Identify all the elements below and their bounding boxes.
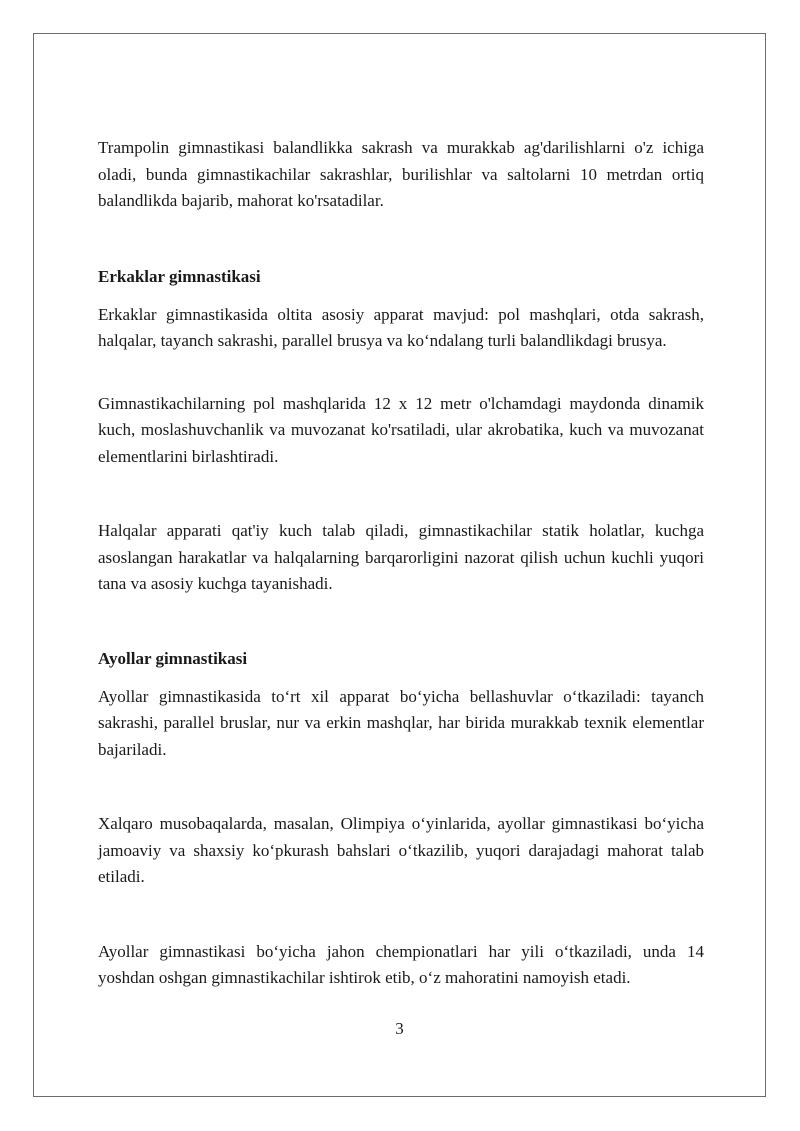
heading-mens-gymnastics: Erkaklar gimnastikasi [98,266,261,286]
paragraph-international-competitions: Xalqaro musobaqalarda, masalan, Olimpiya oʻyinlarida, ayollar gimnastikasi boʻyicha jamoaviy va shaxsiy koʻpkurash bahslari oʻtkazilib, yuqori darajadagi mahorat talab etiladi. [98,814,704,886]
paragraph-trampoline: Trampolin gimnastikasi balandlikka sakrash va murakkab ag'darilishlarni o'z ichiga oladi, bunda gimnastikachilar sakrashlar, burilishlar va saltolarni 10 metrdan ortiq balandlikda bajarib, mahorat ko'rsatadilar. [98,138,704,210]
paragraph-world-championships: Ayollar gimnastikasi boʻyicha jahon chempionatlari har yili oʻtkaziladi, unda 14 yoshdan oshgan gimnastikachilar ishtirok etib, oʻz mahoratini namoyish etadi. [98,941,704,987]
paragraph-rings: Halqalar apparati qat'iy kuch talab qiladi, gimnastikachilar statik holatlar, kuchga asoslangan harakatlar va halqalarning barqarorligini nazorat qilish uchun kuchli yuqori tana va asosiy kuchga tayanishadi. [98,521,704,593]
document-page [33,33,766,1097]
paragraph-womens-apparatus: Ayollar gimnastikasida toʻrt xil apparat boʻyicha bellashuvlar oʻtkaziladi: tayanch sakrashi, parallel bruslar, nur va erkin mashqlar, har birida murakkab texnik elementlar bajariladi. [98,686,704,759]
page-content [98,135,704,992]
paragraph-mens-apparatus: Erkaklar gimnastikasida oltita asosiy apparat mavjud: pol mashqlari, otda sakrash, halqalar, tayanch sakrashi, parallel brusya va koʻndalang turli balandlikdagi brusya. [98,304,704,350]
paragraph-floor-exercise: Gimnastikachilarning pol mashqlarida 12 x 12 metr o'lchamdagi maydonda dinamik kuch, moslashuvchanlik va muvozanat ko'rsatiladi, ular akrobatika, kuch va muvozanat elementlarini birlashtiradi. [98,393,704,466]
page-number: 3 [395,1019,404,1038]
heading-womens-gymnastics: Ayollar gimnastikasi [98,648,248,668]
